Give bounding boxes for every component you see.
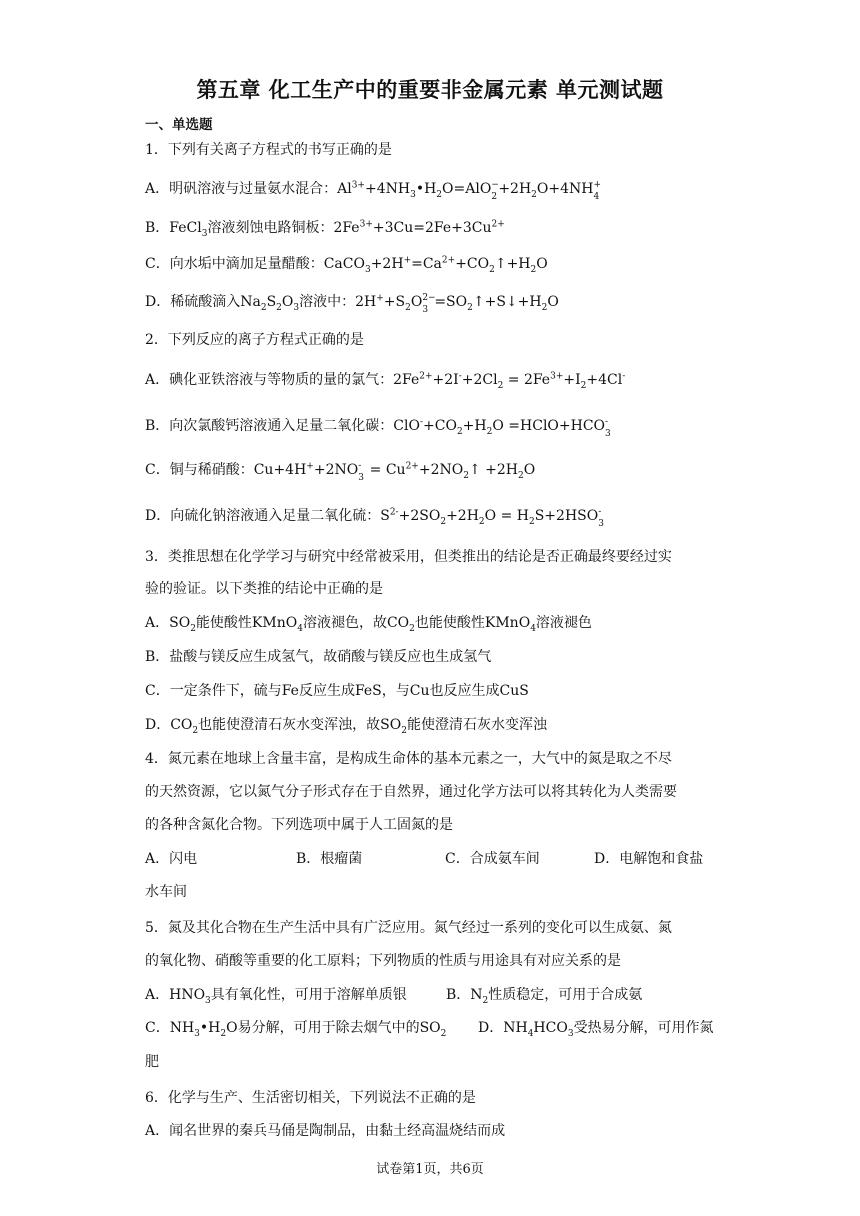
q3-option-d: D．$CO_2$也能使澄清石灰水变浑浊，故$SO_2$能使澄清石灰水变浑浊 (145, 717, 547, 736)
q5-stem-line2: 的氧化物、硝酸等重要的化工原料；下列物质的性质与用途具有对应关系的是 (145, 953, 621, 969)
q1-option-c: C．向水垢中滴加足量醋酸：$CaCO_3+2H^+=Ca^{2+}+CO_2↑+H_2O$ (145, 255, 548, 275)
q5-option-a: A．$HNO_3$具有氧化性，可用于溶解单质银 (145, 987, 407, 1006)
q1-stem: 1．下列有关离子方程式的书写正确的是 (145, 142, 392, 158)
q3-option-b: B．盐酸与镁反应生成氢气，故硝酸与镁反应也生成氢气 (145, 649, 492, 665)
q4-stem-line3: 的各种含氮化合物。下列选项中属于人工固氮的是 (145, 817, 453, 833)
q2-option-d: D．向硫化钠溶液通入足量二氧化硫：$S^{2-}+2SO_2+2H_2O = H_2S+2HSO$ - 3 (145, 507, 604, 529)
q3-option-a: A．$SO_2$能使酸性KMnO$_4$溶液褪色，故$CO_2$也能使酸性KMnO$_4$溶液褪色 (145, 615, 592, 634)
q4-option-a: A．闪电 (145, 851, 198, 867)
q4-option-d-continued: 水车间 (145, 884, 187, 900)
q1-option-b: B．FeCl$_3$溶液刻蚀电路铜板：$2Fe^{3+}+3Cu=2Fe+3Cu^{2+}$ (145, 219, 505, 239)
q2-stem: 2．下列反应的离子方程式正确的是 (145, 332, 364, 348)
q1-option-d: D．稀硫酸滴入$Na_2S_2O_3$溶液中：$2H^++S_2O$ 2− 3 $=SO_2↑+S↓+H_2O$ (145, 293, 559, 315)
q6-option-a: A．闻名世界的秦兵马俑是陶制品，由黏土经高温烧结而成 (145, 1123, 506, 1139)
q1-option-a: A．明矾溶液与过量氨水混合：$Al^{3+}+4NH_3•H_2O=AlO$ − 2 $+2H_2O+4NH$ + 4 (145, 180, 602, 202)
q6-stem: 6．化学与生产、生活密切相关，下列说法不正确的是 (145, 1090, 476, 1106)
q4-option-c: C．合成氨车间 (445, 851, 540, 867)
section-heading: 一、单选题 (145, 117, 213, 133)
q4-stem-line2: 的天然资源，它以氮气分子形式存在于自然界，通过化学方法可以将其转化为人类需要 (145, 784, 677, 800)
q5-stem-line1: 5．氮及其化合物在生产生活中具有广泛应用。氮气经过一系列的变化可以生成氨、氮 (145, 920, 672, 936)
page-footer: 试卷第1页，共6页 (376, 1162, 484, 1177)
q5-option-b: B．$N_2$性质稳定，可用于合成氨 (446, 987, 643, 1006)
q2-option-c: C．铜与稀硝酸：Cu+4H++2NO - 3 = $Cu^{2+}+2NO_2↑ +2H_2O$ (145, 461, 536, 483)
q4-option-b: B．根瘤菌 (296, 851, 363, 867)
q2-option-a: A．碘化亚铁溶液与等物质的量的氯气：$2Fe^{2+}+2I^-+2Cl_2 = 2Fe^{3+}+I_2+4Cl^-$ (145, 371, 626, 391)
q4-stem-line1: 4．氮元素在地球上含量丰富，是构成生命体的基本元素之一，大气中的氮是取之不尽 (145, 751, 672, 767)
q3-option-c: C．一定条件下，硫与Fe反应生成FeS，与Cu也反应生成CuS (145, 683, 529, 699)
q5-option-d: D．$NH_4HCO_3$受热易分解，可用作氮 (478, 1020, 714, 1039)
q4-option-d: D．电解饱和食盐 (594, 851, 704, 867)
page-title: 第五章 化工生产中的重要非金属元素 单元测试题 (196, 78, 664, 102)
q5-option-c: C．$NH_3•H_2O$易分解，可用于除去烟气中的$SO_2$ (145, 1020, 447, 1039)
q3-stem-line2: 验的验证。以下类推的结论中正确的是 (145, 581, 383, 597)
q5-option-d-continued: 肥 (145, 1054, 159, 1070)
q3-stem-line1: 3．类推思想在化学学习与研究中经常被采用，但类推出的结论是否正确最终要经过实 (145, 549, 672, 565)
q2-option-b: B．向次氯酸钙溶液通入足量二氧化碳：$ClO^-+CO_2+H_2O$ =HClO+HCO - 3 (145, 417, 611, 439)
